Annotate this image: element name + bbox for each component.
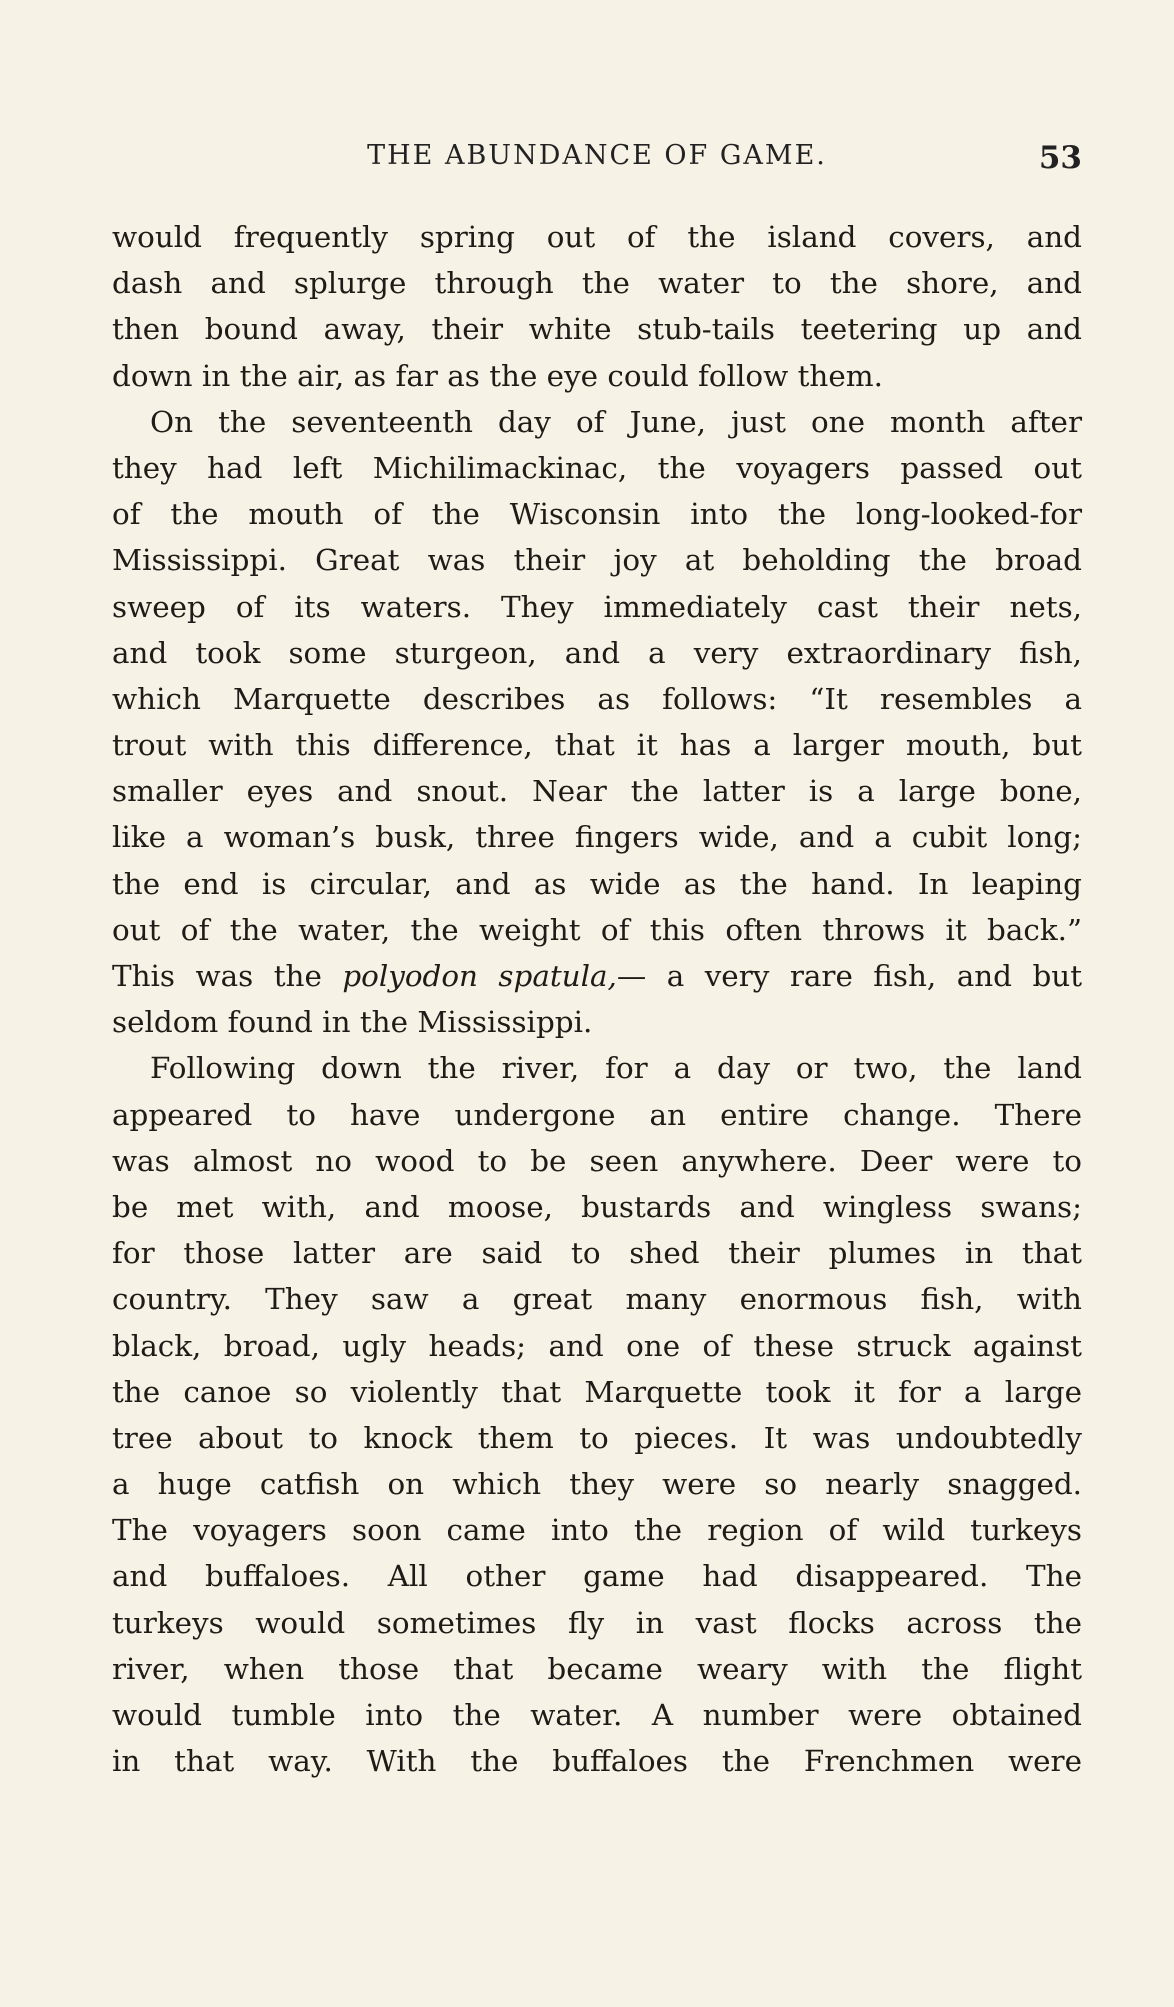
text-line: seldom found in the Mississippi. [112, 1005, 593, 1040]
text-line: On the seventeenth day of June, just one month after [150, 404, 1082, 439]
text-line: be met with, and moose, bustards and wingless swans; [112, 1189, 1082, 1224]
text-line: Following down the river, for a day or two, the land [150, 1051, 1082, 1086]
text-line: black, broad, ugly heads; and one of these struck against [112, 1328, 1082, 1363]
text-line: The voyagers soon came into the region of wild turkeys [112, 1513, 1082, 1548]
text-line: the end is circular, and as wide as the hand. In leaping [112, 866, 1082, 901]
text-line: tree about to knock them to pieces. It was undoubtedly [112, 1420, 1082, 1455]
text-line: would tumble into the water. A number were obtained [112, 1698, 1082, 1732]
text-line: sweep of its waters. They immediately cast their nets, [112, 589, 1082, 624]
text-line: country. They saw a great many enormous fish, with [112, 1282, 1082, 1317]
text-line: the canoe so violently that Marquette took it for a large [112, 1374, 1082, 1409]
text-line: a huge catfish on which they were so nearly snagged. [112, 1467, 1082, 1502]
page-number: 53 [1038, 140, 1082, 176]
text-line: and took some sturgeon, and a very extraordinary fish, [112, 635, 1082, 670]
text-line: Mississippi. Great was their joy at beholding the broad [112, 543, 1082, 578]
text-line: smaller eyes and snout. Near the latter is a large bone, [112, 774, 1082, 809]
text-line: then bound away, their white stub-tails teetering up and [112, 312, 1082, 347]
text-line: of the mouth of the Wisconsin into the long-looked-for [112, 497, 1082, 532]
running-head-title: THE ABUNDANCE OF GAME. [367, 140, 827, 171]
text-line: was almost no wood to be seen anywhere. Deer were to [112, 1143, 1082, 1178]
text-line: turkeys would sometimes fly in vast flocks across the [112, 1605, 1082, 1640]
text-line: appeared to have undergone an entire change. There [112, 1097, 1082, 1132]
text-line: like a woman’s busk, three fingers wide, and a cubit long; [112, 820, 1082, 855]
text-line: down in the air, as far as the eye could follow them. [112, 358, 883, 393]
text-line: trout with this difference, that it has a larger mouth, but [112, 728, 1082, 763]
running-head [112, 140, 1082, 180]
italic-term: polyodon spatula, [342, 959, 617, 993]
text-line: out of the water, the weight of this often throws it back.” [112, 912, 1082, 947]
text-line: river, when those that became weary with the flight [112, 1651, 1082, 1686]
body-text [112, 214, 1082, 1784]
text-line: dash and splurge through the water to the shore, and [112, 266, 1082, 301]
text-line-italic-term: This was the polyodon spatula,— a very rare fish, and but [112, 959, 1083, 993]
text-line: in that way. With the buffaloes the Frenchmen were [112, 1744, 1082, 1779]
text-line: which Marquette describes as follows: “It resembles a [112, 681, 1082, 716]
text-line: and buffaloes. All other game had disappeared. The [112, 1559, 1082, 1594]
text-line: they had left Michilimackinac, the voyagers passed out [112, 450, 1082, 485]
text-line: for those latter are said to shed their plumes in that [112, 1236, 1082, 1271]
text-line: would frequently spring out of the island covers, and [112, 220, 1082, 254]
